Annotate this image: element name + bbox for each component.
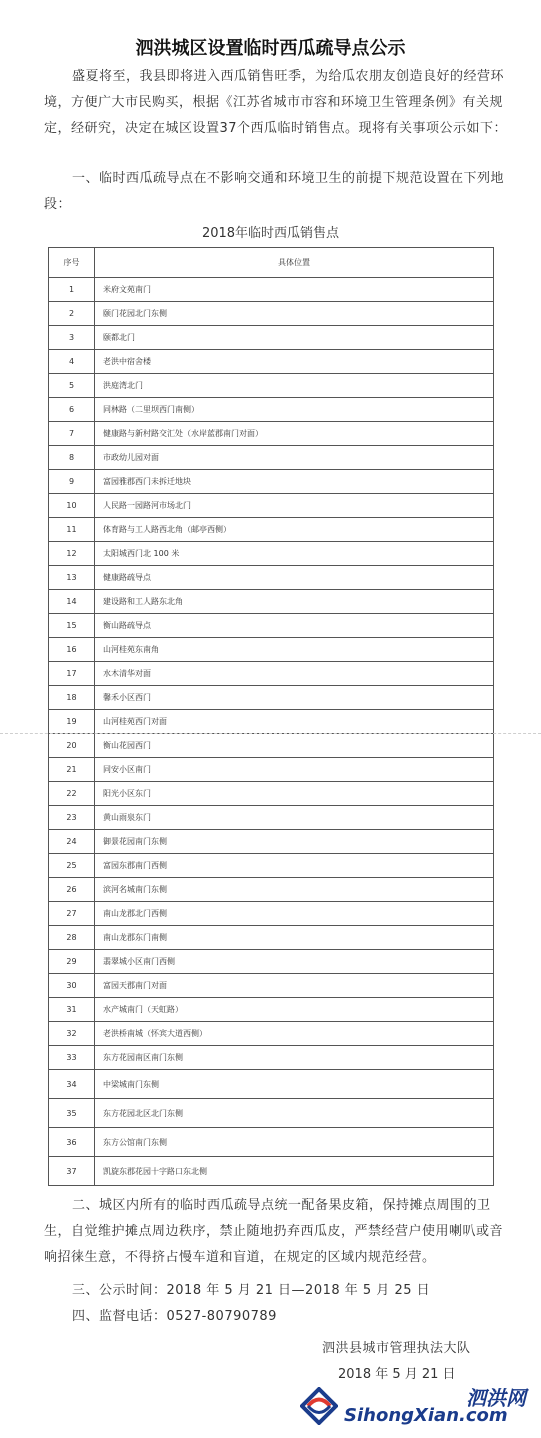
watermark-cn: 泗洪网 [466, 1386, 526, 1410]
section-3-paragraph: 三、公示时间：2018 年 5 月 21 日—2018 年 5 月 25 日 [72, 1283, 431, 1298]
row-number: 35 [49, 1099, 95, 1128]
row-location: 富园东郡南门西侧 [95, 854, 494, 878]
row-number: 8 [49, 446, 95, 470]
table-row [49, 374, 494, 398]
table-row [49, 1099, 494, 1128]
row-number: 1 [49, 278, 95, 302]
table-row [49, 734, 494, 758]
site-watermark-logo [300, 1379, 534, 1429]
row-location: 东方花园南区南门东侧 [95, 1046, 494, 1070]
table-row [49, 926, 494, 950]
row-location: 衡山路疏导点 [95, 614, 494, 638]
row-location: 翡翠城小区南门西侧 [95, 950, 494, 974]
signature-date: 2018 年 5 月 21 日 [338, 1367, 456, 1382]
section-1-paragraph: 一、临时西瓜疏导点在不影响交通和环境卫生的前提下规范设置在下列地段： [44, 171, 505, 212]
table-row [49, 398, 494, 422]
row-location: 老洪中宿舍楼 [95, 350, 494, 374]
row-location: 水木清华对面 [95, 662, 494, 686]
row-number: 27 [49, 902, 95, 926]
page-title: 泗洪城区设置临时西瓜疏导点公示 [135, 38, 406, 59]
row-location: 健康路疏导点 [95, 566, 494, 590]
table-row [49, 902, 494, 926]
table-row [49, 278, 494, 302]
table-row [49, 350, 494, 374]
table-row [49, 782, 494, 806]
page-separator [0, 733, 541, 734]
row-number: 22 [49, 782, 95, 806]
row-location: 颐门花园北门东侧 [95, 302, 494, 326]
row-location: 南山龙郡北门西侧 [95, 902, 494, 926]
row-location: 建设路和工人路东北角 [95, 590, 494, 614]
table-row [49, 686, 494, 710]
row-location: 富园天郡南门对面 [95, 974, 494, 998]
row-location: 同林路（二里坝西门南侧） [95, 398, 494, 422]
row-number: 17 [49, 662, 95, 686]
row-number: 25 [49, 854, 95, 878]
row-number: 23 [49, 806, 95, 830]
table-row [49, 854, 494, 878]
row-location: 体育路与工人路西北角（邮亭西侧） [95, 518, 494, 542]
row-location: 中梁城南门东侧 [95, 1070, 494, 1099]
row-number: 12 [49, 542, 95, 566]
row-location: 同安小区南门 [95, 758, 494, 782]
row-number: 15 [49, 614, 95, 638]
table-row [49, 998, 494, 1022]
row-number: 24 [49, 830, 95, 854]
section-2-paragraph: 二、城区内所有的临时西瓜疏导点统一配备果皮箱，保持摊点周围的卫生，自觉维护摊点周边秩序，禁止随地扔弃西瓜皮，严禁经营户使用喇叭或音响招徕生意，不得挤占慢车道和盲道，在规定的区域内规范经营。 [44, 1198, 504, 1265]
table-row [49, 590, 494, 614]
row-number: 19 [49, 710, 95, 734]
table-row [49, 1070, 494, 1099]
table-row [49, 518, 494, 542]
row-number: 13 [49, 566, 95, 590]
row-location: 东方公馆南门东侧 [95, 1128, 494, 1157]
row-number: 5 [49, 374, 95, 398]
table-row [49, 446, 494, 470]
table-row [49, 950, 494, 974]
table-caption: 2018年临时西瓜销售点 [201, 226, 340, 241]
logo-s-icon [300, 1387, 338, 1425]
row-location: 凯旋东郡花园十字路口东北侧 [95, 1157, 494, 1186]
table-row [49, 542, 494, 566]
row-location: 滨河名城南门东侧 [95, 878, 494, 902]
row-location: 衡山花园西门 [95, 734, 494, 758]
table-row [49, 710, 494, 734]
row-location: 市政幼儿园对面 [95, 446, 494, 470]
row-number: 3 [49, 326, 95, 350]
row-number: 21 [49, 758, 95, 782]
table-row [49, 1128, 494, 1157]
row-location: 南山龙郡东门南侧 [95, 926, 494, 950]
row-number: 11 [49, 518, 95, 542]
row-location: 东方花园北区北门东侧 [95, 1099, 494, 1128]
watermark-en: SihongXian.com [344, 1405, 508, 1426]
row-number: 4 [49, 350, 95, 374]
table-row [49, 638, 494, 662]
row-number: 26 [49, 878, 95, 902]
row-location: 太阳城西门北 100 米 [95, 542, 494, 566]
table-row [49, 422, 494, 446]
table-row [49, 302, 494, 326]
row-number: 7 [49, 422, 95, 446]
row-location: 人民路一园路河市场北门 [95, 494, 494, 518]
row-number: 34 [49, 1070, 95, 1099]
row-number: 6 [49, 398, 95, 422]
table-row [49, 758, 494, 782]
row-location: 山河桂苑东南角 [95, 638, 494, 662]
sales-points-table [48, 247, 494, 1186]
intro-paragraph: 盛夏将至，我县即将进入西瓜销售旺季，为给瓜农朋友创造良好的经营环境，方便广大市民购买，根据《江苏省城市市容和环境卫生管理条例》有关规定，经研究，决定在城区设置37个西瓜临时销售点。现将有关事项公示如下： [44, 69, 508, 136]
row-number: 16 [49, 638, 95, 662]
table-row [49, 662, 494, 686]
table-row [49, 974, 494, 998]
row-location: 颐都北门 [95, 326, 494, 350]
section-4-paragraph: 四、监督电话：0527-80790789 [72, 1309, 277, 1324]
row-number: 29 [49, 950, 95, 974]
table-row [49, 566, 494, 590]
table-row [49, 326, 494, 350]
header-location: 具体位置 [95, 248, 494, 278]
row-number: 28 [49, 926, 95, 950]
row-number: 30 [49, 974, 95, 998]
header-number: 序号 [49, 248, 95, 278]
row-location: 黄山雨泉东门 [95, 806, 494, 830]
row-location: 阳光小区东门 [95, 782, 494, 806]
table-row [49, 1046, 494, 1070]
table-row [49, 614, 494, 638]
row-number: 14 [49, 590, 95, 614]
signature-org: 泗洪县城市管理执法大队 [322, 1341, 471, 1356]
row-location: 御景花园南门东侧 [95, 830, 494, 854]
table-row [49, 1022, 494, 1046]
table-header-row [49, 248, 494, 278]
table-row [49, 878, 494, 902]
row-location: 馨禾小区西门 [95, 686, 494, 710]
row-number: 32 [49, 1022, 95, 1046]
row-number: 36 [49, 1128, 95, 1157]
row-number: 31 [49, 998, 95, 1022]
table-row [49, 494, 494, 518]
table-row [49, 1157, 494, 1186]
row-location: 洪庭湾北门 [95, 374, 494, 398]
row-number: 37 [49, 1157, 95, 1186]
row-number: 33 [49, 1046, 95, 1070]
row-number: 9 [49, 470, 95, 494]
row-location: 健康路与新村路交汇处（水岸蓝郡南门对面） [95, 422, 494, 446]
row-number: 20 [49, 734, 95, 758]
row-location: 山河桂苑西门对面 [95, 710, 494, 734]
row-number: 2 [49, 302, 95, 326]
row-number: 10 [49, 494, 95, 518]
row-location: 富园雅郡西门未拆迁地块 [95, 470, 494, 494]
row-location: 水产城南门（天虹路） [95, 998, 494, 1022]
row-location: 米府文苑南门 [95, 278, 494, 302]
row-location: 老洪桥南城（怀宾大道西侧） [95, 1022, 494, 1046]
table-row [49, 806, 494, 830]
table-row [49, 830, 494, 854]
row-number: 18 [49, 686, 95, 710]
table-row [49, 470, 494, 494]
